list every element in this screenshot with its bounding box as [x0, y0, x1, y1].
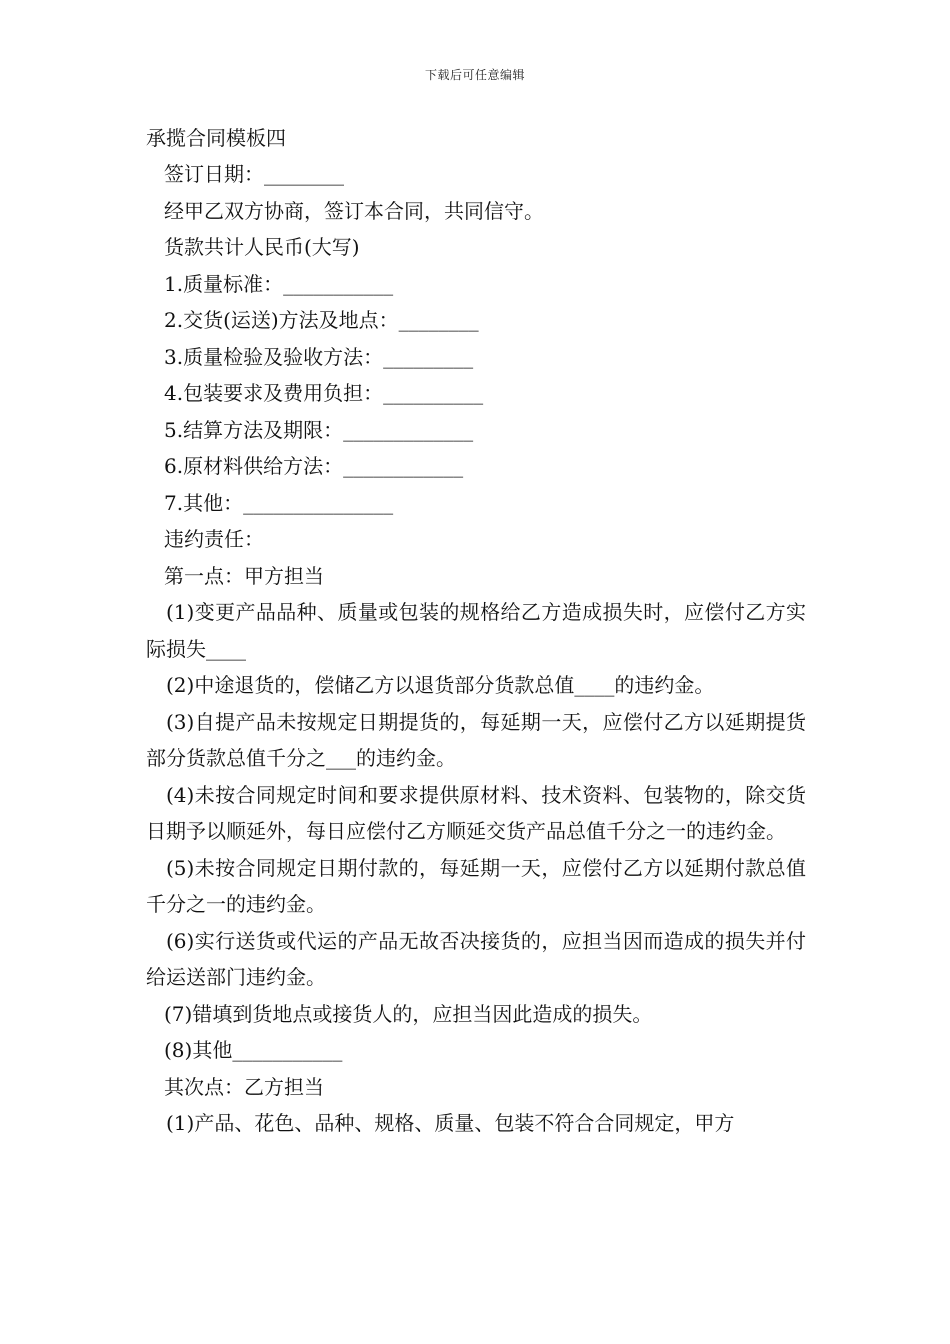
party-a-item-3: (3)自提产品未按规定日期提货的，每延期一天，应偿付乙方以延期提货部分货款总值千分之___的违约金。 [146, 709, 806, 770]
party-a-item-8: (8)其他___________ [164, 1038, 343, 1062]
party-b-heading: 其次点：乙方担当 [164, 1074, 324, 1099]
document-title: 承揽合同模板四 [146, 126, 286, 150]
clause-quality-standard: 1.质量标准：___________ [164, 271, 394, 296]
clause-packaging: 4.包装要求及费用负担：__________ [164, 381, 484, 405]
agreement-statement: 经甲乙双方协商，签订本合同，共同信守。 [164, 198, 544, 223]
party-a-item-4: (4)未按合同规定时间和要求提供原材料、技术资料、包装物的，除交货日期予以顺延外，每日应偿付乙方顺延交货产品总值千分之一的违约金。 [146, 782, 806, 843]
party-a-heading: 第一点：甲方担当 [164, 563, 324, 588]
clause-delivery-method: 2.交货(运送)方法及地点：________ [164, 308, 479, 332]
document-body [146, 120, 806, 1142]
clause-raw-material: 6.原材料供给方法：____________ [164, 454, 464, 478]
party-a-item-6: (6)实行送货或代运的产品无故否决接货的，应担当因而造成的损失并付给运送部门违约金。 [146, 928, 806, 989]
party-a-item-7: (7)错填到货地点或接货人的，应担当因此造成的损失。 [164, 1001, 653, 1026]
party-a-item-1: (1)变更产品品种、质量或包装的规格给乙方造成损失时，应偿付乙方实际损失____ [146, 600, 806, 661]
liability-heading: 违约责任： [164, 527, 264, 551]
clause-inspection-method: 3.质量检验及验收方法：_________ [164, 344, 474, 369]
header-note: 下载后可任意编辑 [424, 68, 525, 82]
party-b-item-1: (1)产品、花色、品种、规格、质量、包装不符合合同规定，甲方 [166, 1111, 735, 1135]
payment-amount-line: 货款共计人民币(大写) [164, 235, 360, 259]
party-a-item-5: (5)未按合同规定日期付款的，每延期一天，应偿付乙方以延期付款总值千分之一的违约金。 [146, 855, 806, 916]
party-a-item-2: (2)中途退货的，偿储乙方以退货部分货款总值____的违约金。 [166, 673, 715, 697]
signing-date-line: 签订日期：________ [164, 162, 344, 186]
clause-other: 7.其他：_______________ [164, 490, 394, 515]
clause-settlement: 5.结算方法及期限：_____________ [164, 417, 474, 442]
